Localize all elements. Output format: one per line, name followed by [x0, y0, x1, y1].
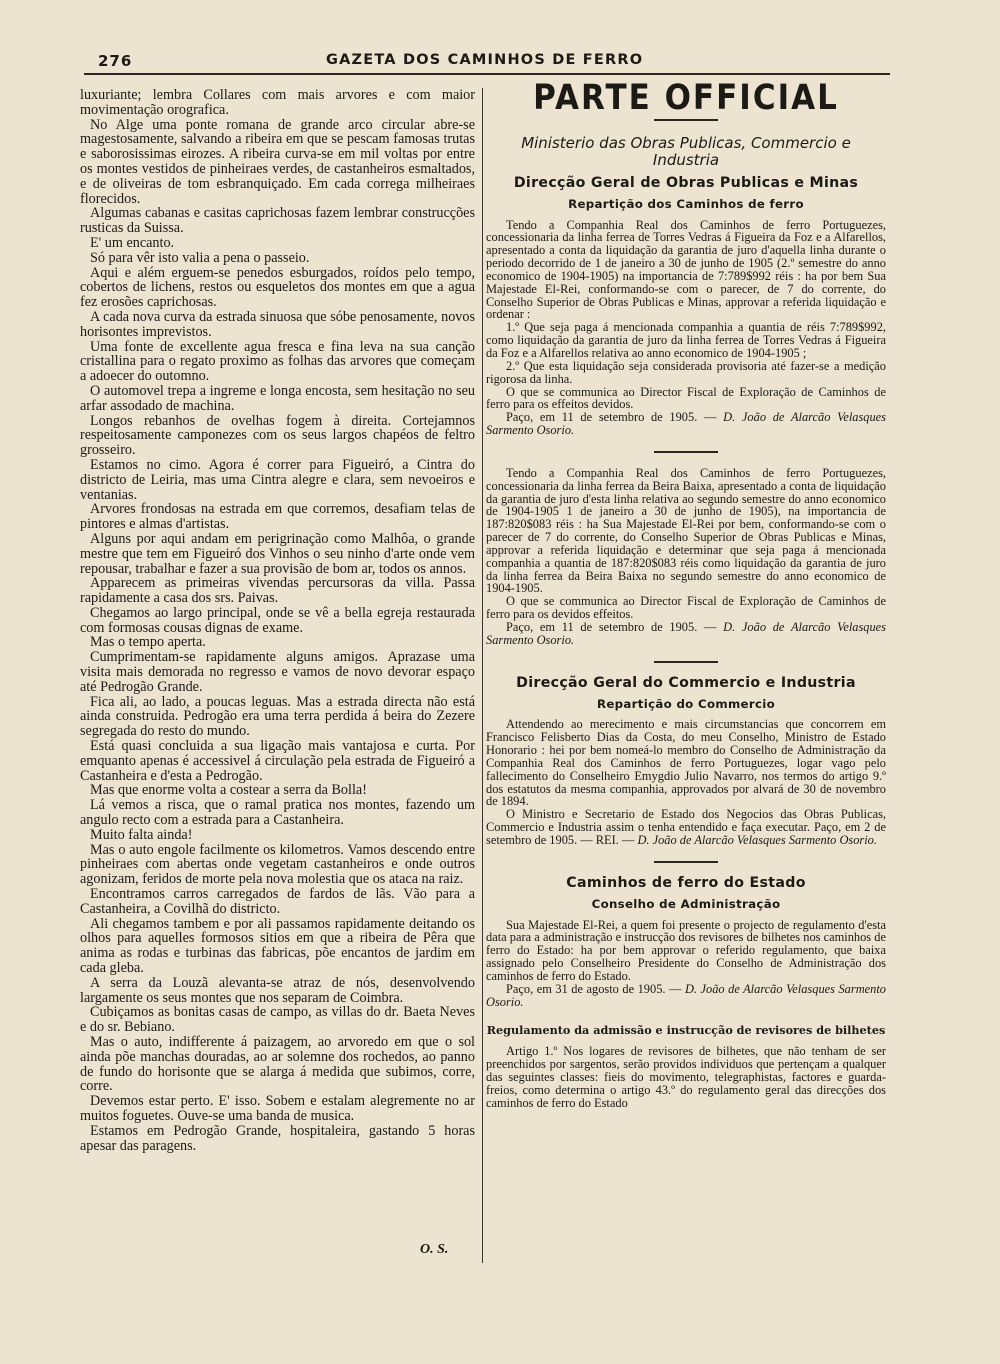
signatory: D. João de Alarcão Velasques Sarmento Osorio. — [637, 832, 877, 847]
paragraph: Longos rebanhos de ovelhas fogem à direita. Cortejamnos respeitosamente camponezes com os seus largos chapéos de feltro grosseiro. — [80, 412, 475, 459]
paragraph: Mas o tempo aperta. — [90, 634, 206, 651]
paragraph: Muito falta ainda! — [90, 826, 193, 843]
paragraph: Estamos no cimo. Agora é correr para Figueiró, a Cintra do districto de Leiria, mas uma Cintra alegre e clara, sem nevoeiros e ventanias. — [80, 456, 475, 503]
left-column — [80, 88, 475, 1153]
paragraph: Alguns por aqui andam em perigrinação como Malhôa, o grande mestre que tem em Figueiró dos Vinhos o seu ninho d'arte onde vem repousar, trabalhar e fazer a sua provisão de bom ar, todos os annos. — [80, 530, 475, 577]
signatory: D. João de Alarcão Velasques Sarmento Osorio. — [486, 981, 886, 1009]
paragraph: O automovel trepa a ingreme e longa encosta, sem hesitação no seu arfar assodado de machina. — [80, 382, 475, 414]
date-line — [486, 983, 886, 1009]
paragraph: A serra da Louzã alevanta-se atraz de nós, desenvolvendo largamente os seus montes que nos separam de Coimbra. — [80, 974, 475, 1006]
paragraph: Artigo 1.º Nos logares de revisores de bilhetes, que não tenham de ser preenchidos por sargentos, serão providos individuos que pertençam a qualquer das seguintes classes: fieis do movimento, telegraphistas, factores e guarda-freios, como determina o artigo 43.º do regulamento geral das direcções dos caminhos de ferro do Estado — [486, 1044, 886, 1110]
paragraph: Cumprimentam-se rapidamente alguns amigos. Aprazase uma visita mais demorada no regresso e vamos de novo devorar espaço até Pedrogão Grande. — [80, 649, 475, 695]
page-header — [98, 52, 888, 74]
department-heading: Conselho de Administração — [591, 896, 781, 911]
paragraph: Fica ali, ao lado, a poucas leguas. Mas a estrada directa não está ainda construida. Pedrogão era uma terra perdida á beira do Zezere segregada do resto do mundo. — [80, 693, 475, 740]
paragraph: E' um encanto. — [90, 234, 175, 251]
paragraph: Devemos estar perto. E' isso. Sobem e estalam alegremente no ar muitos foguetes. Ouve-se uma banda de musica. — [80, 1093, 475, 1124]
section-title: PARTE OFFICIAL — [533, 77, 839, 119]
date-line — [486, 411, 886, 437]
signatory: D. João de Alarcão Velasques Sarmento Osorio. — [486, 620, 886, 647]
paragraph: Aqui e além erguem-se penedos esburgados, roídos pelo tempo, cobertos de lichens, restos ou esqueletos dos montes em que a agua fez erosões caprichosas. — [80, 264, 475, 311]
right-column — [486, 77, 886, 1110]
paragraph: Uma fonte de excellente agua fresca e fina leva na sua canção cristallina para o regato proximo as folhas das arvores que começam a adoecer do outomno. — [80, 338, 475, 385]
author-signature: O. S. — [420, 1242, 449, 1257]
paragraph: Chegamos ao largo principal, onde se vê a bella egreja restaurada com formosas cousas dignas de exame. — [80, 604, 475, 636]
paragraph: Tendo a Companhia Real dos Caminhos de ferro Portuguezes, concessionaria da linha ferrea da Beira Baixa, apresentado a conta de liquidação da garantia de juro d'esta linha relativa ao segundo semestre do anno economico de 1904-1905 1 de janeiro a 30 de junho de 1905), na importancia de 187:820$083 réis : ha Sua Majestade El-Rei por bem, conformando-se com o parecer de 7 do corrente, do Conselho Superior de Obras Publicas e Minas, approvar a referida liquidação e determinar que seja paga á mencionada companhia a quantia de 187:820$083 réis como liquidação da garantia de juro da linha ferrea da Beira Baixa no segundo semestre do anno economico de 1904-1905. — [486, 465, 886, 596]
page-number: 276 — [98, 52, 133, 70]
directorate-heading: Direcção Geral do Commercio e Industria — [516, 674, 856, 691]
paragraph: Cubiçamos as bonitas casas de campo, as villas do dr. Baeta Neves e do sr. Bebiano. — [80, 1004, 475, 1036]
date-line — [486, 621, 886, 647]
paragraph: Arvores frondosas na estrada em que corremos, desafiam telas de pintores e almas d'artistas. — [80, 501, 475, 533]
paragraph: Mas o auto, indifferente á paizagem, ao arvoredo em que o sol ainda põe manchas douradas, ao ar solemne dos rochedos, ao panno de fundo do horisonte que se alarga á medida que subimos, corre, corre. — [80, 1034, 475, 1095]
paragraph: Ali chegamos tambem e por ali passamos rapidamente deitando os olhos para aquelles formosos sitios em que a ribeira de Pêra que anima as rodas e turbinas das fabricas, põe encantos de jardim em cada gleba. — [80, 915, 475, 977]
paragraph: Está quasi concluida a sua ligação mais vantajosa e curta. Por emquanto apenas é accessivel á circulação pela estrada de Figueiró a Castanheira e d'esta a Pedrogão. — [80, 738, 475, 784]
paragraph: Tendo a Companhia Real dos Caminhos de ferro Portuguezes, concessionaria da linha ferrea de Torres Vedras á Figueira da Foz e a Alfarellos, apresentado a conta da liquidação da garantia de juro d'aquella linha durante o periodo decorrido de 1 de janeiro a 30 de junho de 1905 (2.º semestre do anno economico de 1904-1905) na importancia de 7:789$992 réis : ha por bem Sua Majestade El-Rei, conformando-se com o parecer, de 7 do corrente, do Conselho Superior de Obras Publicas e Minas, approvar a referida liquidação e ordenar : — [486, 217, 886, 322]
divider — [654, 661, 718, 663]
running-title: GAZETA DOS CAMINHOS DE FERRO — [326, 52, 644, 68]
paragraph: O que se communica ao Director Fiscal de Exploração de Caminhos de ferro para os devidos effeitos. — [486, 594, 886, 622]
divider — [654, 451, 718, 453]
paragraph — [486, 808, 886, 847]
paragraph: Encontramos carros carregados de fardos de lãs. Vão para a Castanheira, a Covilhã do districto. — [80, 886, 475, 917]
paragraph: Sua Majestade El-Rei, a quem foi presente o projecto de regulamento d'esta data para a administração e instrucção dos revisores de bilhetes nos caminhos de ferro do Estado: ha por bem approvar o referido regulamento, que baixa assignado pelo Conselheiro Presidente do Conselho de Administração dos caminhos de ferro do Estado. — [486, 917, 886, 983]
header-rule — [84, 73, 890, 75]
paragraph: Mas o auto engole facilmente os kilometros. Vamos descendo entre pinheiraes com abertas onde vegetam castanheiros e onde outros agonizam, feridos de morte pela nova molestia que os ataca na raiz. — [80, 841, 475, 888]
date-text: Paço, em 31 de agosto de 1905. — — [506, 981, 682, 996]
paragraph: luxuriante; lembra Collares com mais arvores e com maior movimentação orografica. — [80, 87, 475, 118]
signatory: D. João de Alarcão Velasques Sarmento Osorio. — [486, 410, 886, 438]
paragraph: O que se communica ao Director Fiscal de Exploração de Caminhos de ferro para os effeitos devidos. — [486, 384, 886, 412]
paragraph: Apparecem as primeiras vivendas percursoras da villa. Passa rapidamente a casa dos srs. Paivas. — [80, 575, 475, 607]
date-text: Paço, em 11 de setembro de 1905. — — [506, 410, 717, 425]
paragraph: Lá vemos a risca, que o ramal pratica nos montes, fazendo um angulo recto com a estrada para a Castanheira. — [80, 797, 475, 829]
column-divider — [482, 88, 483, 1263]
paragraph: 2.º Que esta liquidação seja considerada provisoria até fazer-se a medição rigorosa da linha. — [486, 358, 886, 386]
paragraph: Mas que enorme volta a costear a serra da Bolla! — [90, 782, 367, 799]
paragraph: A cada nova curva da estrada sinuosa que sóbe penosamente, novos horisontes imprevistos. — [80, 308, 475, 340]
paragraph: 1.º Que seja paga á mencionada companhia a quantia de réis 7:789$992, como liquidação da garantia de juro da linha ferrea de Torres Vedras á Figueira da Foz e a Alfarellos relativa ao anno economico de 1904-1905 ; — [486, 320, 886, 360]
paragraph: Só para vêr isto valia a pena o passeio. — [90, 249, 310, 266]
paragraph: No Alge uma ponte romana de grande arco circular abre-se magestosamente, salvando a ribeira em que se pescam famosas trutas e saborosissimas eirozes. A ribeira curva-se em mil voltas por entre os montes vestidos de pinheiraes verdes, de castanheiros esmaltados, e de oliveiras de tom esbranquiçado. Em cada correga milheiraes florecidos. — [80, 116, 475, 207]
paragraph-text: O Ministro e Secretario de Estado dos Negocios das Obras Publicas, Commercio e Industria assim o tenha entendido e faça executar. Paço, em 2 de setembro de 1905. — REI. — — [486, 807, 886, 847]
department-heading: Repartição dos Caminhos de ferro — [568, 196, 804, 211]
divider — [654, 861, 718, 863]
regulation-title: Regulamento da admissão e instrucção de revisores de bilhetes — [486, 1023, 886, 1038]
paragraph: Attendendo ao merecimento e mais circumstancias que concorrem em Francisco Felisberto Dias da Costa, do meu Conselho, Ministro de Estado Honorario : hei por bem nomeá-lo membro do Conselho de Administração da Companhia Real dos Caminhos de ferro Portuguezes, logar vago pelo fallecimento do Conselheiro Emygdio Julio Navarro, nos termos do artigo 9.º dos estatutos da mesma companhia, approvados por alvará de 30 de novembro de 1894. — [486, 717, 886, 809]
directorate-heading: Direcção Geral de Obras Publicas e Minas — [513, 174, 859, 191]
directorate-heading: Caminhos de ferro do Estado — [566, 874, 806, 891]
paragraph: Algumas cabanas e casitas caprichosas fazem lembrar construcções rusticas da Suissa. — [80, 205, 475, 237]
paragraph: Estamos em Pedrogão Grande, hospitaleira, gastando 5 horas apesar das paragens. — [80, 1122, 475, 1154]
divider — [654, 119, 718, 121]
department-heading: Repartição do Commercio — [596, 696, 776, 711]
date-text: Paço, em 11 de setembro de 1905. — — [506, 620, 717, 634]
ministry-title: Ministerio das Obras Publicas, Commercio e Industria — [521, 133, 851, 169]
